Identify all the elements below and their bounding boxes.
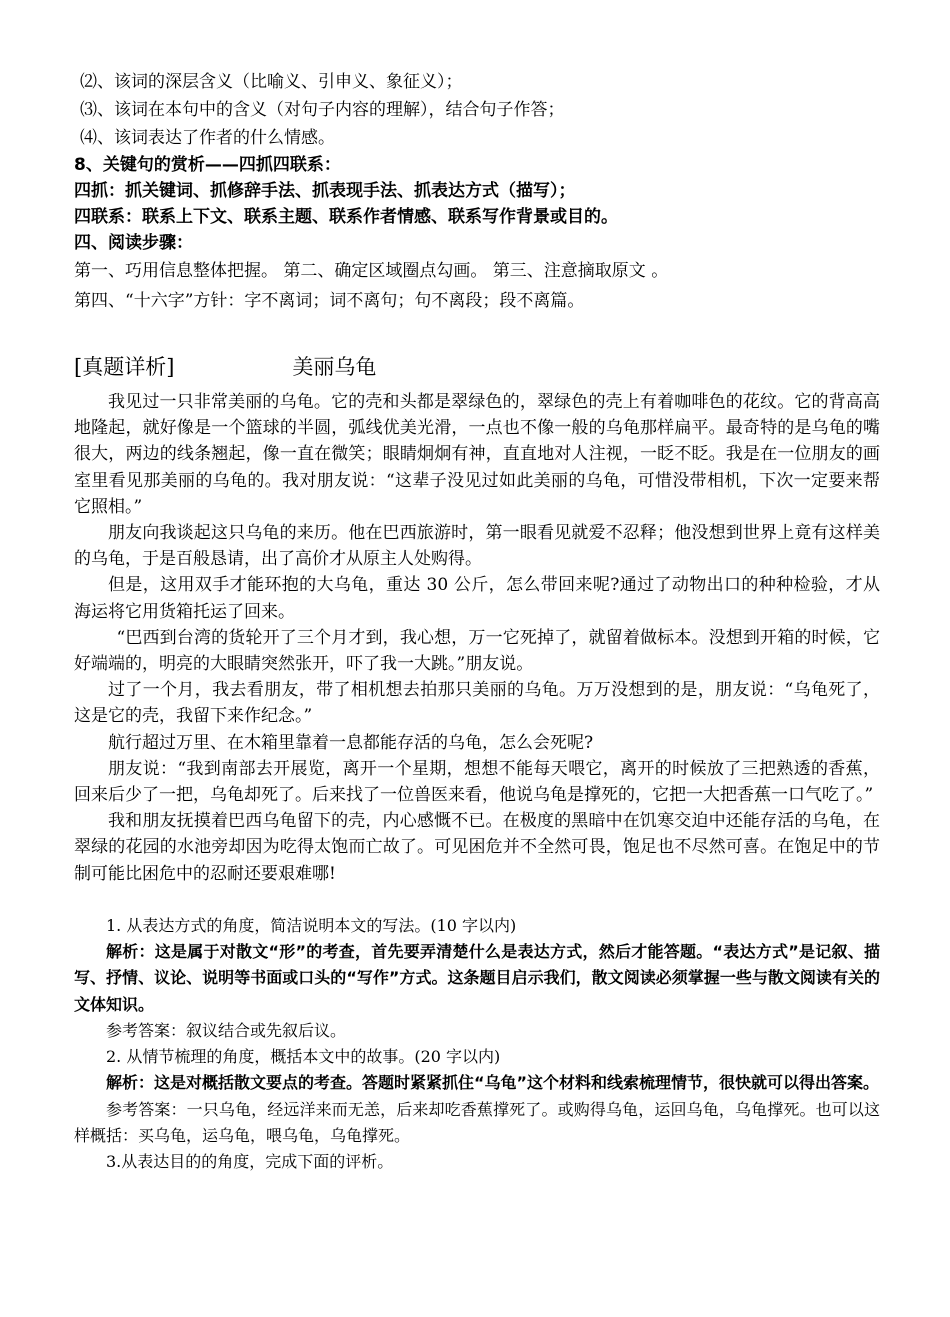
question-2: 2. 从情节梳理的角度，概括本文中的故事。(20 字以内) xyxy=(106,1047,501,1067)
heading-reading-steps: 四、阅读步骤： xyxy=(74,233,193,253)
question-2-answer: 参考答案：一只乌龟，经远洋来而无恙，后来却吃香蕉撑死了。或购得乌龟，运回乌龟，乌龟撑死。也可以这样概括：买乌龟，运乌龟，喂乌龟，乌龟撑死。 xyxy=(74,1099,880,1145)
question-1-analysis: 解析：这是属于对散文“形”的考查，首先要弄清楚什么是表达方式，然后才能答题。“表达方式”是记叙、描写、抒情、议论、说明等书面或口头的“写作”方式。这条题目启示我们，散文阅读必须掌握一些与散文阅读有关的文体知识。 xyxy=(74,941,880,1014)
list-item-4: ⑷、该词表达了作者的什么情感。 xyxy=(80,128,335,148)
essay-paragraph-3: 但是，这用双手才能环抱的大乌龟，重达 30 公斤，怎么带回来呢?通过了动物出口的种种检验，才从海运将它用货箱托运了回来。 xyxy=(74,575,880,622)
section-label: [真题详析] xyxy=(74,355,175,379)
essay-paragraph-6: 航行超过万里、在木箱里靠着一息都能存活的乌龟，怎么会死呢? xyxy=(108,732,594,753)
list-item-3: ⑶、该词在本句中的含义（对句子内容的理解），结合句子作答； xyxy=(80,100,565,120)
questions-section xyxy=(74,913,880,1175)
essay-paragraph-8: 我和朋友抚摸着巴西乌龟留下的壳，内心感慨不已。在极度的黑暗中在饥寒交迫中还能存活的乌龟，在翠绿的花园的水池旁却因为吃得太饱而亡故了。可见困危并不全然可畏，饱足也不尽然可喜。在饱足中的节制可能比困危中的忍耐还要艰难哪! xyxy=(74,811,880,884)
reading-steps-line-2: 第四、“十六字”方针：字不离词；词不离句；句不离段；段不离篇。 xyxy=(74,291,585,311)
section-heading xyxy=(74,352,880,382)
document-page xyxy=(74,68,880,1175)
question-1-answer: 参考答案：叙议结合或先叙后议。 xyxy=(106,1021,347,1041)
question-3: 3.从表达目的的角度，完成下面的评析。 xyxy=(106,1151,394,1171)
essay-paragraph-5: 过了一个月，我去看朋友，带了相机想去拍那只美丽的乌龟。万万没想到的是，朋友说：“乌龟死了，这是它的壳，我留下来作纪念。” xyxy=(74,680,880,727)
essay-paragraph-2: 朋友向我谈起这只乌龟的来历。他在巴西旅游时，第一眼看见就爱不忍释；他没想到世界上竟有这样美的乌龟，于是百般恳请，出了高价才从原主人处购得。 xyxy=(74,523,880,570)
essay-title: 美丽乌龟 xyxy=(292,355,377,379)
list-item-2: ⑵、该词的深层含义（比喻义、引申义、象征义）； xyxy=(80,72,463,92)
heading-key-sentence: 8、关键句的赏析——四抓四联系： xyxy=(74,155,341,175)
essay-body xyxy=(74,389,880,887)
question-2-analysis: 解析：这是对概括散文要点的考查。答题时紧紧抓住“乌龟”这个材料和线索梳理情节，很快就可以得出答案。 xyxy=(106,1073,880,1093)
four-grasps-line: 四抓：抓关键词、抓修辞手法、抓表现手法、抓表达方式（描写）； xyxy=(74,181,576,201)
reading-steps-line-1: 第一、巧用信息整体把握。 第二、确定区域圈点勾画。 第三、注意摘取原文 。 xyxy=(74,261,669,281)
four-connections-line: 四联系：联系上下文、联系主题、联系作者情感、联系写作背景或目的。 xyxy=(74,207,618,227)
essay-paragraph-1: 我见过一只非常美丽的乌龟。它的壳和头都是翠绿色的，翠绿色的壳上有着咖啡色的花纹。它的背高高地隆起，就好像是一个篮球的半圆，弧线优美光滑，一点也不像一般的乌龟那样扁平。最奇特的是乌龟的嘴很大，两边的线条翘起，像一直在微笑；眼睛炯炯有神，直直地对人注视，一眨不眨。我是在一位朋友的画室里看见那美丽的乌龟的。我对朋友说：“这辈子没见过如此美丽的乌龟，可惜没带相机，下次一定要来帮它照相。” xyxy=(74,392,880,517)
question-1: 1. 从表达方式的角度，简洁说明本文的写法。(10 字以内) xyxy=(106,915,517,935)
essay-paragraph-7: 朋友说：“我到南部去开展览，离开一个星期，想想不能每天喂它，离开的时候放了三把熟透的香蕉，回来后少了一把，乌龟却死了。后来找了一位兽医来看，他说乌龟是撑死的，它把一大把香蕉一口气吃了。” xyxy=(74,758,880,806)
essay-paragraph-4: “巴西到台湾的货轮开了三个月才到，我心想，万一它死掉了，就留着做标本。没想到开箱的时候，它好端端的，明亮的大眼睛突然张开，吓了我一大跳。”朋友说。 xyxy=(74,627,880,675)
